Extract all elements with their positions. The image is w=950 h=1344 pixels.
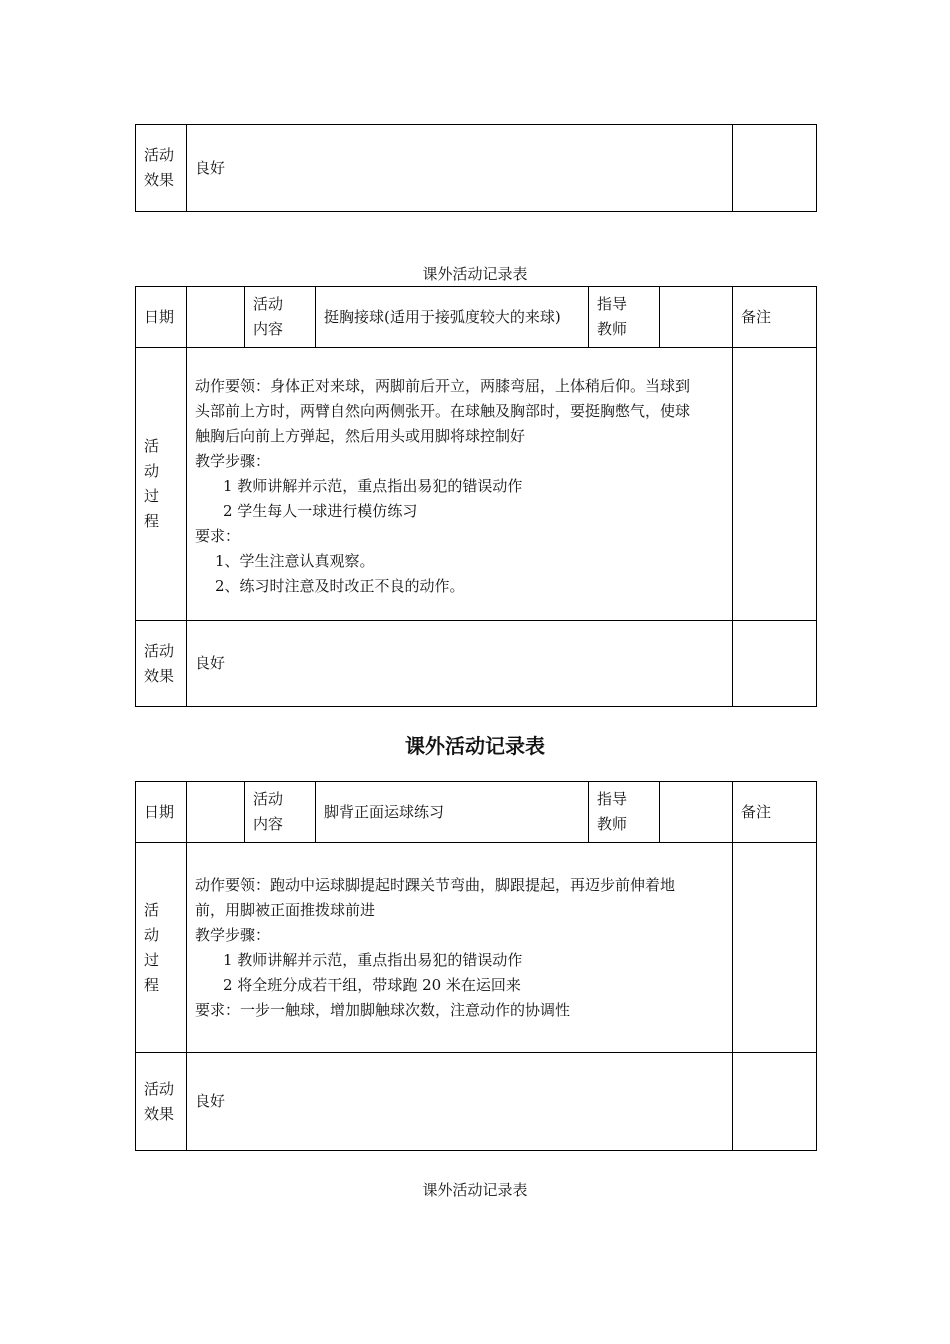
date-value — [187, 287, 245, 348]
process-label: 活动过程 — [136, 843, 187, 1053]
effect-value: 良好 — [187, 125, 733, 212]
process-label: 活动过程 — [136, 348, 187, 621]
process-line: 前，用脚被正面推拨球前进 — [195, 900, 376, 919]
process-content — [187, 843, 733, 1053]
content-value: 脚背正面运球练习 — [316, 782, 589, 843]
process-line: 2 将全班分成若干组，带球跑 20 米在运回来 — [223, 975, 521, 994]
process-line: 要求：一步一触球，增加脚触球次数，注意动作的协调性 — [195, 1000, 571, 1019]
process-line: 1 教师讲解并示范，重点指出易犯的错误动作 — [223, 950, 523, 969]
process-line: 1、学生注意认真观察。 — [215, 551, 375, 570]
process-line: 触胸后向前上方弹起，然后用头或用脚将球控制好 — [195, 426, 526, 445]
process-line: 教学步骤： — [195, 925, 271, 944]
date-label: 日期 — [136, 782, 187, 843]
teacher-value — [660, 287, 733, 348]
teacher-label: 指导教师 — [589, 782, 660, 843]
process-line: 2、练习时注意及时改正不良的动作。 — [215, 576, 465, 595]
process-line: 动作要领：身体正对来球，两脚前后开立，两膝弯屈，上体稍后仰。当球到 — [195, 376, 691, 395]
effect-note — [733, 1053, 817, 1151]
process-line: 动作要领：跑动中运球脚提起时踝关节弯曲，脚跟提起，再迈步前伸着地 — [195, 875, 676, 894]
effect-value: 良好 — [187, 621, 733, 707]
teacher-label: 指导教师 — [589, 287, 660, 348]
content-label: 活动内容 — [245, 287, 316, 348]
process-note — [733, 843, 817, 1053]
record-table-1 — [135, 286, 817, 707]
remarks-label: 备注 — [733, 782, 817, 843]
effect-note — [733, 125, 817, 212]
effect-value: 良好 — [187, 1053, 733, 1151]
record-table-2 — [135, 781, 817, 1151]
process-line: 2 学生每人一球进行模仿练习 — [223, 501, 418, 520]
table-caption: 课外活动记录表 — [422, 265, 528, 283]
date-label: 日期 — [136, 287, 187, 348]
record-table-0 — [135, 124, 817, 212]
process-line: 1 教师讲解并示范，重点指出易犯的错误动作 — [223, 476, 523, 495]
process-line: 教学步骤： — [195, 451, 271, 470]
teacher-value — [660, 782, 733, 843]
table-caption: 课外活动记录表 — [405, 734, 545, 758]
effect-note — [733, 621, 817, 707]
process-content — [187, 348, 733, 621]
content-label: 活动内容 — [245, 782, 316, 843]
table-caption: 课外活动记录表 — [422, 1181, 528, 1199]
remarks-label: 备注 — [733, 287, 817, 348]
content-value: 挺胸接球(适用于接弧度较大的来球) — [316, 287, 589, 348]
process-line: 头部前上方时，两臂自然向两侧张开。在球触及胸部时，要挺胸憋气，使球 — [195, 401, 691, 420]
effect-label: 活动效果 — [136, 1053, 187, 1151]
effect-label: 活动效果 — [136, 125, 187, 212]
process-note — [733, 348, 817, 621]
effect-label: 活动效果 — [136, 621, 187, 707]
process-line: 要求： — [195, 526, 241, 545]
date-value — [187, 782, 245, 843]
